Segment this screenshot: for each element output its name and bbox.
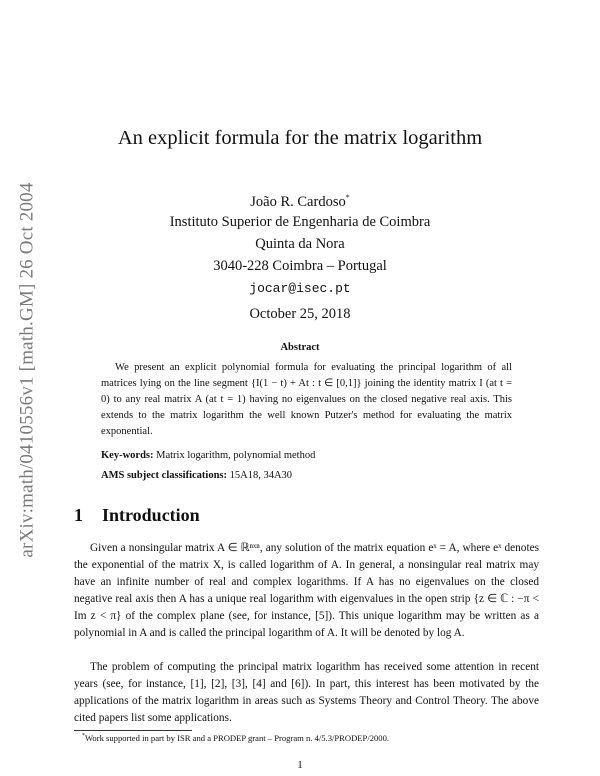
keywords-label: Key-words: bbox=[101, 450, 154, 461]
keywords-value: Matrix logarithm, polynomial method bbox=[156, 450, 316, 461]
ams-label: AMS subject classifications: bbox=[101, 470, 227, 481]
abstract-heading: Abstract bbox=[280, 342, 320, 353]
author-line bbox=[0, 193, 600, 211]
section-title: Introduction bbox=[102, 505, 200, 525]
arxiv-identifier: arXiv:math/0410556v1 [math.GM] 26 Oct 2004 bbox=[17, 182, 38, 558]
ams-classification-line bbox=[101, 470, 292, 481]
footnote-text: Work supported in part by ISR and a PRODEP grant – Program n. 4/5.3/PRODEP/2000. bbox=[85, 733, 390, 743]
footnote-rule bbox=[74, 730, 192, 731]
section-number: 1 bbox=[74, 505, 83, 525]
page-number: 1 bbox=[297, 759, 303, 771]
author-footnote-mark: * bbox=[345, 193, 350, 202]
footnote bbox=[82, 733, 542, 743]
paper-title: An explicit formula for the matrix logarithm bbox=[117, 127, 483, 149]
affiliation-line-1: Instituto Superior de Engenharia de Coimbra bbox=[169, 214, 431, 230]
author-name: João R. Cardoso bbox=[250, 193, 346, 210]
paper-date: October 25, 2018 bbox=[249, 306, 351, 322]
affiliation-line-3: 3040-228 Coimbra – Portugal bbox=[213, 258, 387, 274]
section-heading bbox=[74, 505, 200, 526]
intro-paragraph-2: The problem of computing the principal matrix logarithm has received some attention in recent years (see, for instance, [1], [2], [3], [4] and [6]). In part, this interest has been motivated by the applications of the matrix logarithm in areas such as Systems Theory and Control Theory. The above cited papers list some applications. bbox=[74, 661, 539, 724]
ams-value: 15A18, 34A30 bbox=[229, 470, 293, 481]
abstract-text: We present an explicit polynomial formula for evaluating the principal logarithm of all matrices lying on the line segment {I(1 − t) + At : t ∈ [0,1]} joining the identity matrix I (at t = 0) to any real matrix A (at t = 1) having no eigenvalues on the closed negative real axis. This extends to the matrix logarithm the well known Putzer's method for evaluating the matrix exponential. bbox=[101, 362, 512, 437]
intro-paragraph-1: Given a nonsingular matrix A ∈ ℝⁿˣⁿ, any solution of the matrix equation eˣ = A, where eˣ denotes the exponential of the matrix X, is called logarithm of A. In general, a nonsingular real matrix may have an infinite number of real and complex logarithms. If A has no eigenvalues on the closed negative real axis then A has a unique real logarithm with eigenvalues in the open strip {z ∈ ℂ : −π < Im z < π} of the complex plane (see, for instance, [5]). This unique logarithm may be written as a polynomial in A and is called the principal logarithm of A. It will be denoted by log A. bbox=[74, 542, 539, 639]
author-email: jocar@isec.pt bbox=[249, 281, 351, 296]
keywords-line bbox=[101, 450, 315, 461]
affiliation-line-2: Quinta da Nora bbox=[255, 236, 345, 252]
footnote-mark: * bbox=[82, 733, 85, 740]
